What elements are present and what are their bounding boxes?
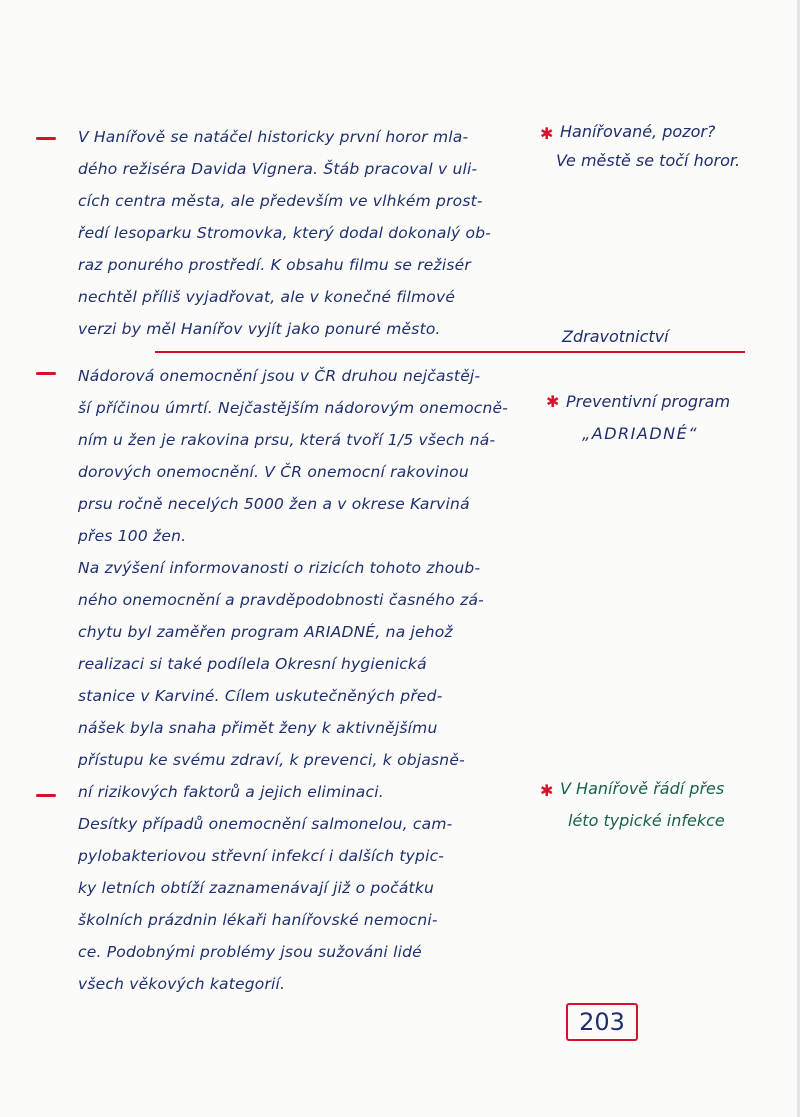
text-line: dorových onemocnění. V ČR onemocní rakovinou <box>78 463 469 481</box>
margin-note-line: Hanířované, pozor? <box>560 122 716 141</box>
text-line: realizaci si také podílela Okresní hygienická <box>78 655 427 673</box>
text-line: raz ponurého prostředí. K obsahu filmu se režisér <box>78 256 471 274</box>
text-line: Desítky případů onemocnění salmonelou, cam- <box>78 815 453 833</box>
text-line: stanice v Karviné. Cílem uskutečněných před- <box>78 687 443 705</box>
asterisk-icon: ✱ <box>546 392 560 411</box>
margin-note-line: léto typické infekce <box>568 811 725 830</box>
text-line: pylobakteriovou střevní infekcí i dalších typic- <box>78 847 445 865</box>
asterisk-icon: ✱ <box>540 781 554 800</box>
text-line: cích centra města, ale především ve vlhkém prost- <box>78 192 483 210</box>
text-line: Na zvýšení informovanosti o rizicích tohoto zhoub- <box>78 559 481 577</box>
text-line: V Hanířově se natáčel historicky první horor mla- <box>78 128 469 146</box>
text-line: ní rizikových faktorů a jejich eliminaci. <box>78 783 384 801</box>
margin-note-line: Preventivní program <box>566 392 731 411</box>
text-line: přístupu ke svému zdraví, k prevenci, k objasně- <box>78 751 465 769</box>
text-line: ší příčinou úmrtí. Nejčastějším nádorovým onemocně- <box>78 399 509 417</box>
margin-note-line: V Hanířově řádí přes <box>560 779 725 798</box>
margin-note-line: „ADRIADNÉ“ <box>582 424 699 443</box>
asterisk-icon: ✱ <box>540 124 554 143</box>
page-number: 203 <box>566 1003 638 1041</box>
text-line: přes 100 žen. <box>78 527 187 545</box>
text-line: školních prázdnin lékaři hanířovské nemocni- <box>78 911 438 929</box>
text-line: nášek byla snaha přimět ženy k aktivnějšímu <box>78 719 438 737</box>
text-line: dého režiséra Davida Vignera. Štáb pracoval v uli- <box>78 160 478 178</box>
text-line: všech věkových kategorií. <box>78 975 286 993</box>
section-title: Zdravotnictví <box>562 327 669 346</box>
text-line: ním u žen je rakovina prsu, která tvoří 1/5 všech ná- <box>78 431 496 449</box>
text-line: ředí lesoparku Stromovka, který dodal dokonalý ob- <box>78 224 492 242</box>
text-line: Nádorová onemocnění jsou v ČR druhou nejčastěj- <box>78 367 481 385</box>
margin-note-line: Ve městě se točí horor. <box>556 151 741 170</box>
bullet-dash <box>36 794 56 797</box>
text-line: ného onemocnění a pravděpodobnosti časného zá- <box>78 591 484 609</box>
text-line: nechtěl příliš vyjadřovat, ale v konečné filmové <box>78 288 456 306</box>
text-line: verzi by měl Hanířov vyjít jako ponuré město. <box>78 320 441 338</box>
text-line: ky letních obtíží zaznamenávají již o počátku <box>78 879 435 897</box>
text-line: ce. Podobnými problémy jsou sužováni lidé <box>78 943 422 961</box>
bullet-dash <box>36 137 56 140</box>
text-line: chytu byl zaměřen program ARIADNÉ, na jehož <box>78 623 453 641</box>
section-divider <box>155 351 745 353</box>
bullet-dash <box>36 372 56 375</box>
text-line: prsu ročně necelých 5000 žen a v okrese Karviná <box>78 495 470 513</box>
